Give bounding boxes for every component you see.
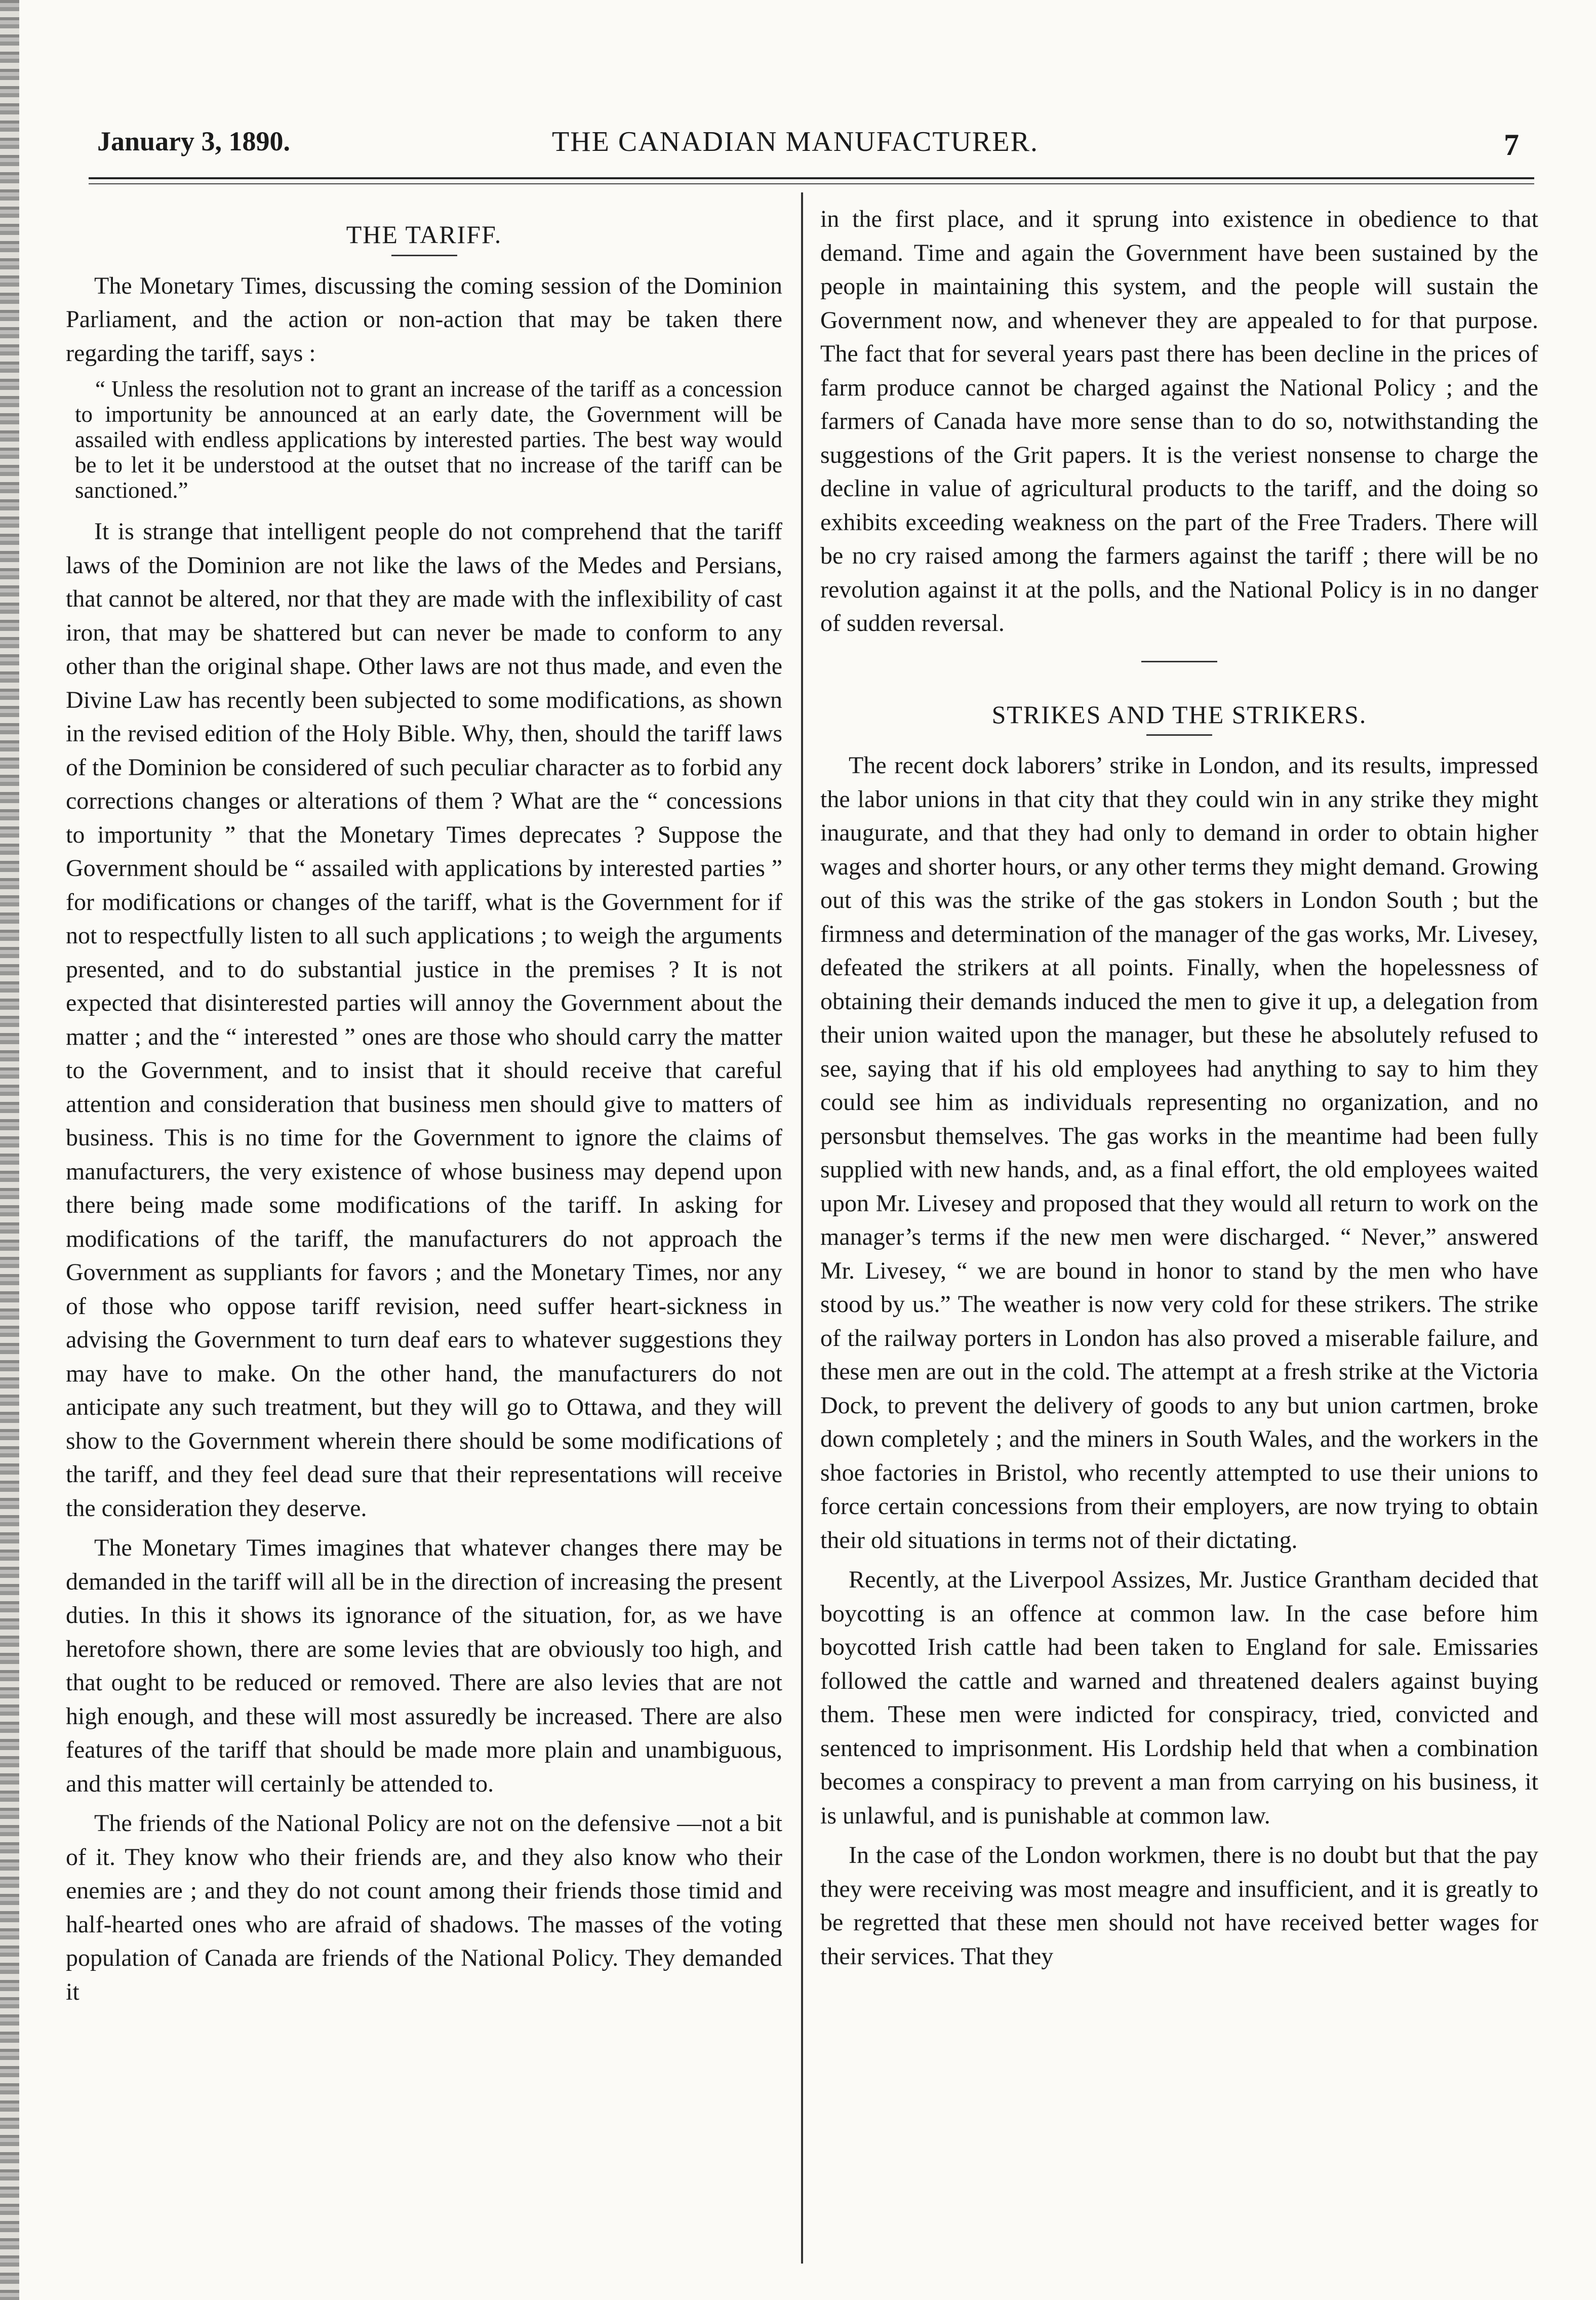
header-date: January 3, 1890. xyxy=(97,126,291,156)
header-rule-thin xyxy=(89,183,1534,184)
header-page-number: 7 xyxy=(1504,128,1519,162)
article-separator-rule xyxy=(1141,661,1217,662)
header-title: THE CANADIAN MANUFACTURER. xyxy=(552,126,1039,157)
article-paragraph: The Monetary Times, discussing the coming session of the Dominion Parliament, and the action or non-action that may be taken there regarding the tariff, says : xyxy=(66,272,782,367)
right-column xyxy=(820,203,1538,1979)
left-column xyxy=(66,213,782,2015)
article-heading-strikes: STRIKES AND THE STRIKERS. xyxy=(991,700,1367,729)
article-paragraph: in the first place, and it sprung into existence in obedience to that demand. Time and again the Government have been sustained by the people in maintaining this system, and the people will sustain the Government now, and whenever they are appealed to for that purpose. The fact that for several years past there has been decline in the prices of farm produce cannot be charged against the National Policy ; and the farmers of Canada have more sense than to do so, notwithstanding the suggestions of the Grit papers. It is the veriest nonsense to charge the decline in value of agricultural products to the tariff, and the doing so exhibits exceeding weakness on the part of the Free Traders. There will be no cry raised among the farmers against the tariff ; there will be no revolution against it at the polls, and the National Policy is in no danger of sudden reversal. xyxy=(820,206,1538,637)
article-heading-tariff: THE TARIFF. xyxy=(346,220,502,249)
page-header xyxy=(86,126,1534,171)
header-rule xyxy=(89,177,1534,179)
article-paragraph: In the case of the London workmen, there is no doubt but that the pay they were receiving was most meagre and insufficient, and it is greatly to be regretted that these men should not have received better wages for their services. That they xyxy=(820,1842,1538,1970)
article-paragraph: Recently, at the Liverpool Assizes, Mr. Justice Grantham decided that boycotting is an offence at common law. In the case before him boycotted Irish cattle had been taken to England for sale. Emissaries followed the cattle and warned and threatened dealers against buying them. These men were indicted for conspiracy, tried, convicted and sentenced to imprisonment. His Lordship held that when a combination becomes a conspiracy to prevent a man from carrying on his business, it is unlawful, and is punishable at common law. xyxy=(820,1566,1538,1829)
article-paragraph: It is strange that intelligent people do not comprehend that the tariff laws of the Dominion are not like the laws of the Medes and Persians, that cannot be altered, nor that they are made with the inflexibility of cast iron, that may be shattered but can never be made to conform to any other than the original shape. Other laws are not thus made, and even the Divine Law has recently been subjected to some modifications, as shown in the revised edition of the Holy Bible. Why, then, should the tariff laws of the Dominion be considered of such peculiar character as to forbid any corrections changes or alterations of them ? What are the “ concessions to importunity ” that the Monetary Times deprecates ? Suppose the Government should be “ assailed with applications by interested parties ” for modifications or changes of the tariff, what is the Government for if not to respectfully listen to all such applications ; to weigh the arguments presented, and to do substantial justice in the premises ? It is not expected that disinterested parties will annoy the Government about the matter ; and the “ interested ” ones are those who should carry the matter to the Government, and to insist that it should receive that careful attention and consideration that business men should give to matters of business. This is no time for the Government to ignore the claims of manufacturers, the very existence of whose business may depend upon there being made some modifications of the tariff. In asking for modifications of the tariff, the manufacturers do not approach the Government as suppliants for favors ; and the Monetary Times, nor any of those who oppose tariff revision, need suffer heart-sickness in advising the Government to turn deaf ears to whatever suggestions they may have to make. On the other hand, the manufacturers do not anticipate any such treatment, but they will go to Ottawa, and they will show to the Government wherein there should be some modifications of the tariff, and they feel dead sure that their representations will receive the consideration they deserve. xyxy=(66,518,782,1522)
article-quote: “ Unless the resolution not to grant an increase of the tariff as a concession to importunity be announced at an early date, the Government will be assailed with endless applications by interested parties. The best way would be to let it be understood at the outset that no increase of the tariff can be sanctioned.” xyxy=(75,376,782,503)
heading-rule xyxy=(1146,734,1212,736)
article-paragraph: The recent dock laborers’ strike in London, and its results, impressed the labor unions in that city that they could win in any strike they might inaugurate, and that they had only to demand in order to obtain higher wages and shorter hours, or any other terms they might demand. Growing out of this was the strike of the gas stokers in London South ; but the firmness and determination of the manager of the gas works, Mr. Livesey, defeated the strikers at all points. Finally, when the hopelessness of obtaining their demands induced the men to give it up, a delegation from their union waited upon the manager, but these he absolutely refused to see, saying that if his old employees had anything to say to him they could see him as individuals representing no organization, and no personsbut themselves. The gas works in the meantime had been fully supplied with new hands, and, as a final effort, the old employees waited upon Mr. Livesey and proposed that they would all return to work on the manager’s terms if the new men were discharged. “ Never,” answered Mr. Livesey, “ we are bound in honor to stand by the men who have stood by us.” The weather is now very cold for these strikers. The strike of the railway porters in London has also proved a miserable failure, and these men are out in the cold. The attempt at a fresh strike at the Victoria Dock, to prevent the delivery of goods to any but union cartmen, broke down completely ; and the miners in South Wales, and the workers in the shoe factories in Bristol, who recently attempted to use their unions to force certain concessions from their employers, are now trying to obtain their old situations in terms not of their dictating. xyxy=(820,752,1538,1554)
heading-rule xyxy=(391,255,457,256)
page-binding-edge xyxy=(0,0,19,2300)
article-paragraph: The friends of the National Policy are not on the defensive —not a bit of it. They know who their friends are, and they also know who their enemies are ; and they do not count among their friends those timid and half-hearted ones who are afraid of shadows. The masses of the voting population of Canada are friends of the National Policy. They demanded it xyxy=(66,1810,782,2005)
article-paragraph: The Monetary Times imagines that whatever changes there may be demanded in the tariff will all be in the direction of increasing the present duties. In this it shows its ignorance of the situation, for, as we have heretofore shown, there are some levies that are obviously too high, and that ought to be reduced or removed. There are also levies that are not high enough, and these will most assuredly be increased. There are also features of the tariff that should be made more plain and unambiguous, and this matter will certainly be attended to. xyxy=(66,1534,782,1797)
column-divider xyxy=(801,192,803,2264)
